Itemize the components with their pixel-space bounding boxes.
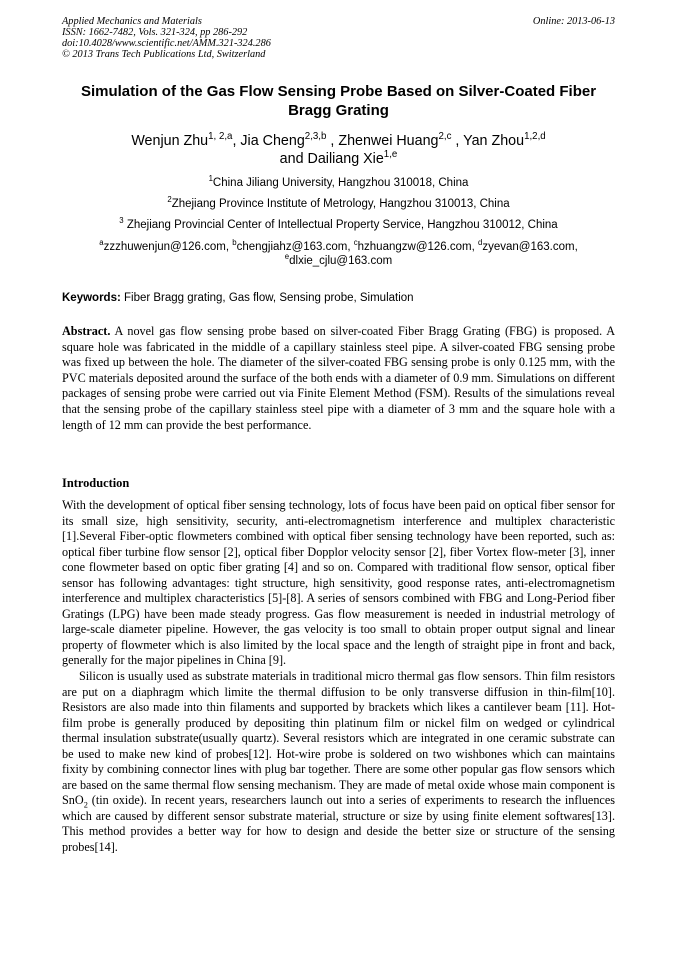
copyright-line: © 2013 Trans Tech Publications Ltd, Switzerland <box>62 49 266 60</box>
author-name: , Yan Zhou <box>451 133 525 149</box>
author-name: and Dailiang Xie <box>279 151 384 167</box>
paper-title: Simulation of the Gas Flow Sensing Probe Based on Silver-Coated Fiber Bragg Grating <box>80 83 597 119</box>
email-line-1 <box>62 240 615 254</box>
author-list <box>62 132 615 168</box>
affiliation-1 <box>62 176 615 190</box>
issn-line: ISSN: 1662-7482, Vols. 321-324, pp 286-292 <box>62 27 248 38</box>
email-sup: a <box>99 238 104 248</box>
intro-paragraph-2-part-b: (tin oxide). In recent years, researchers launch out into a series of experiments to research the influences which are caused by different sensor substrate material, structure or size by using finite element softwares[13]. This method provides a better way for how to design and deside the better size or structure of the sensing probes[14]. <box>62 793 615 855</box>
affiliation-sup: 2 <box>167 195 172 205</box>
author-sup: 2,c <box>438 131 452 143</box>
abstract-label: Abstract. <box>62 324 111 338</box>
affiliation-text: Zhejiang Province Institute of Metrology, Hangzhou 310013, China <box>171 198 510 210</box>
author-sup: 1,e <box>383 149 398 161</box>
affiliation-3 <box>62 218 615 232</box>
email-sup: d <box>478 238 483 248</box>
email-address: dlxie_cjlu@163.com <box>289 255 393 267</box>
abstract <box>62 324 615 433</box>
affiliation-text: China Jiliang University, Hangzhou 310018, China <box>212 177 469 189</box>
journal-name: Applied Mechanics and Materials <box>62 16 202 27</box>
email-sup: c <box>353 238 358 248</box>
intro-paragraph-2-part-a: Silicon is usually used as substrate materials in traditional micro thermal gas flow sensors. Thin film resistors are put on a diaphragm which limite the thermal diffusion to be only transverse diffusion in thin-film[10]. Resistors are also made into thin filaments and supported by brackets which likes a cantilever beam [11]. Hot-film probe is generally produced by depositing thin platinum film or nickel film on wedged or cylindrical thermal insulation substrate(usually quartz). Several resistors which are integrated in one ceramic substrate can be used to make new kind of probes[12]. Hot-wire probe is soldered on two wishbones which can maintains fixity by combining connector lines with plug bar together. There are some other popular gas flow sensors which are based on the same thermal flow sensing mechanism. They are made of metal oxide whose main component is SnO <box>62 669 615 808</box>
email-address: zyevan@163.com, <box>482 241 578 253</box>
keywords <box>62 291 615 305</box>
author-line-2 <box>62 150 615 168</box>
email-address: zzzhuwenjun@126.com, <box>103 241 233 253</box>
intro-paragraph-1: With the development of optical fiber sensing technology, lots of focus have been paid on optical fiber sensor for its small size, high sensitivity, security, anti-electromagnetism interference and multiplex characteristic [1].Several Fiber-optic flowmeters combined with optical fiber sensing technology have been reported, such as: optical fiber turbine flow sensor [2], optical fiber Dopplor velocity sensor [2], fiber Vortex flow-meter [3], inner cone flowmeter based on optic fiber grating [4] and so on. Compared with traditional flow sensor, optical fiber sensor has following advantages: tight structure, high sensitivity, good response rates, anti-electromagnetism interference and multiplex characteristics [5]-[8]. A series of sensors combined with FBG and Long-Period fiber Gratings (LPG) have been made steady progress. Gas flow measurement is needed in industrial metrology of large-scale diameter pipeline. However, the gas velocity is too small to obtain proper output signal and linear property of flowmeter which is also limited by the local space and the length of straight pipe in front and back, generally for the major pipelines in China [9]. <box>62 498 615 668</box>
author-name: , Zhenwei Huang <box>326 133 439 149</box>
abstract-text: A novel gas flow sensing probe based on silver-coated Fiber Bragg Grating (FBG) is proposed. A square hole was fabricated in the middle of a capillary stainless steel pipe. A silver-coated FBG sensing probe was fixed up between the hole. The diameter of the silver-coated FBG sensing probe is only 0.125 mm, with the PVC materials deposited around the surface of the both ends with a diameter of 0.9 mm. Simulations on different packages of sensing probe were carried out via Finite Element Method (FSM). Results of the simulations reveal that the sensing probe of the capillary stainless steel pipe with a diameter of 3 mm and the square hole with a length of 12 mm can provide the best performance. <box>62 324 615 432</box>
email-sup: e <box>284 252 290 262</box>
journal-header <box>62 16 615 60</box>
section-heading-introduction: Introduction <box>62 476 130 490</box>
author-line-1 <box>62 132 615 150</box>
author-sup: 1, 2,a <box>208 131 233 143</box>
introduction-body <box>62 498 615 856</box>
keywords-label: Keywords: <box>62 292 121 304</box>
affiliation-text: Zhejiang Provincial Center of Intellectual Property Service, Hangzhou 310012, China <box>123 219 558 231</box>
author-sup: 2,3,b <box>304 131 327 143</box>
keywords-text: Fiber Bragg grating, Gas flow, Sensing probe, Simulation <box>120 292 414 304</box>
email-line-2 <box>62 254 615 268</box>
affiliation-sup: 1 <box>208 174 213 184</box>
affiliation-sup: 3 <box>119 216 124 226</box>
email-address: chengjiahz@163.com, <box>236 241 354 253</box>
email-sup: b <box>232 238 237 248</box>
intro-paragraph-2 <box>62 669 615 856</box>
doi-line: doi:10.4028/www.scientific.net/AMM.321-324.286 <box>62 38 271 49</box>
subscript-2: 2 <box>83 800 88 810</box>
email-address: hzhuangzw@126.com, <box>357 241 478 253</box>
email-list <box>62 240 615 268</box>
author-sup: 1,2,d <box>524 131 546 143</box>
online-date: Online: 2013-06-13 <box>532 16 615 27</box>
author-name: , Jia Cheng <box>232 133 305 149</box>
affiliation-2 <box>62 197 615 211</box>
author-name: Wenjun Zhu <box>131 133 209 149</box>
